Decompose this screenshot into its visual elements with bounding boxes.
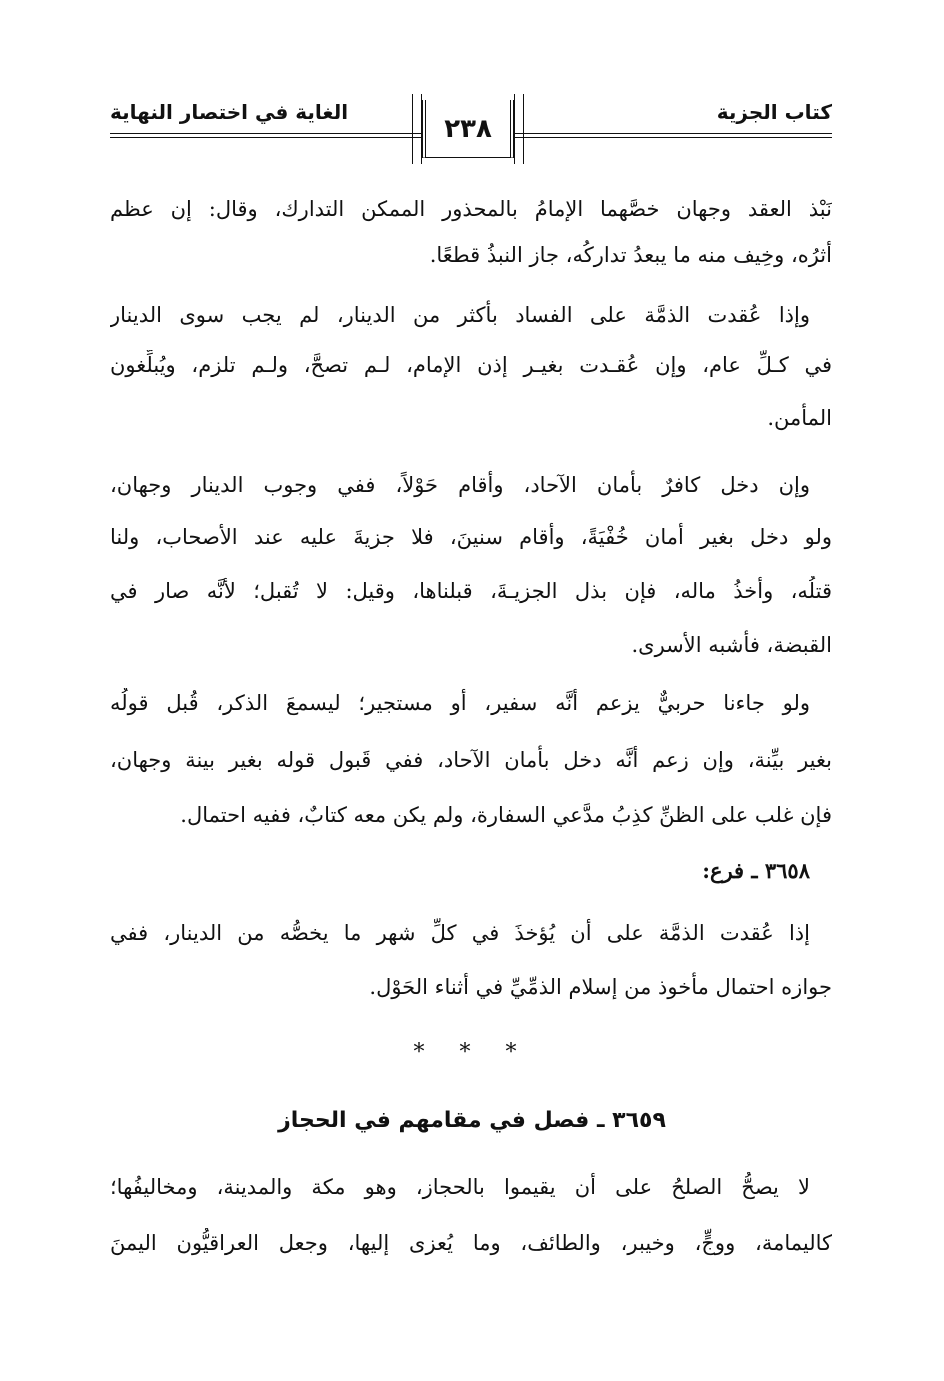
text-line: كاليمامة، ووجٍّ، وخيبر، والطائف، وما يُعزى إليها، وجعل العراقيُّون اليمنَ [110, 1231, 832, 1255]
text-line: ولو دخل بغير أمان خُفْيَةً، وأقام سنينَ، فلا جزيةَ عليه عند الأصحاب، ولنا [110, 525, 832, 549]
text-line: وإذا عُقدت الذمَّة على الفساد بأكثر من الدينار، لم يجب سوى الدينار [110, 303, 810, 327]
text-line: في كـلِّ عام، وإن عُقـدت بغيـر إذن الإمام، لـم تصحَّ، ولـم تلزم، ويُبلِّغون [110, 353, 832, 377]
text-line: فإن غلب على الظنِّ كذِبُ مدَّعي السفارة، ولم يكن معه كتابٌ، ففيه احتمال. [180, 803, 832, 827]
book-title: الغاية في اختصار النهاية [110, 100, 349, 124]
text-line: ولو جاءنا حربيٌّ يزعم أنَّه سفير، أو مستجير؛ ليسمعَ الذكر، قُبل قولُه [110, 691, 810, 715]
text-line: القبضة، فأشبه الأسرى. [631, 633, 832, 657]
chapter-title: كتاب الجزية [716, 100, 832, 124]
text-line: المأمن. [767, 406, 832, 430]
text-line: إذا عُقدت الذمَّة على أن يُؤخذَ في كلِّ شهر ما يخصُّه من الدينار، ففي [110, 921, 810, 945]
text-line: بغير بيِّنة، وإن زعم أنَّه دخل بأمان الآحاد، ففي قَبول قوله بغير بينة وجهان، [110, 748, 832, 772]
text-line: نَبْذ العقد وجهان خصَّهما الإمامُ بالمحذور الممكن التدارك، وقال: إن عظم [110, 197, 832, 221]
branch-heading: ٣٦٥٨ ـ فرع: [702, 858, 810, 883]
text-line: أثرُه، وخِيف منه ما يبعدُ تداركُه، جاز النبذُ قطعًا. [429, 243, 832, 267]
page-number: ٢٣٨ [444, 113, 492, 144]
text-line: لا يصحُّ الصلحُ على أن يقيموا بالحجاز، وهو مكة والمدينة، ومخاليفُها؛ [110, 1175, 810, 1199]
section-heading: ٣٦٥٩ ـ فصل في مقامهم في الحجاز [278, 1108, 666, 1133]
page-number-frame [422, 100, 514, 158]
text-line: وإن دخل كافرٌ بأمان الآحاد، وأقام حَوْلاً، ففي وجوب الدينار وجهان، [110, 473, 810, 497]
text-line: جوازه احتمال مأخوذ من إسلام الذمِّيِّ في أثناء الحَوْل. [369, 975, 832, 999]
text-line: قتلُه، وأخذُ ماله، فإن بذل الجزيـةَ، قبلناها، وقيل: لا تُقبل؛ لأنَّه صار في [110, 579, 832, 603]
separator-stars: * * * [413, 1040, 531, 1065]
